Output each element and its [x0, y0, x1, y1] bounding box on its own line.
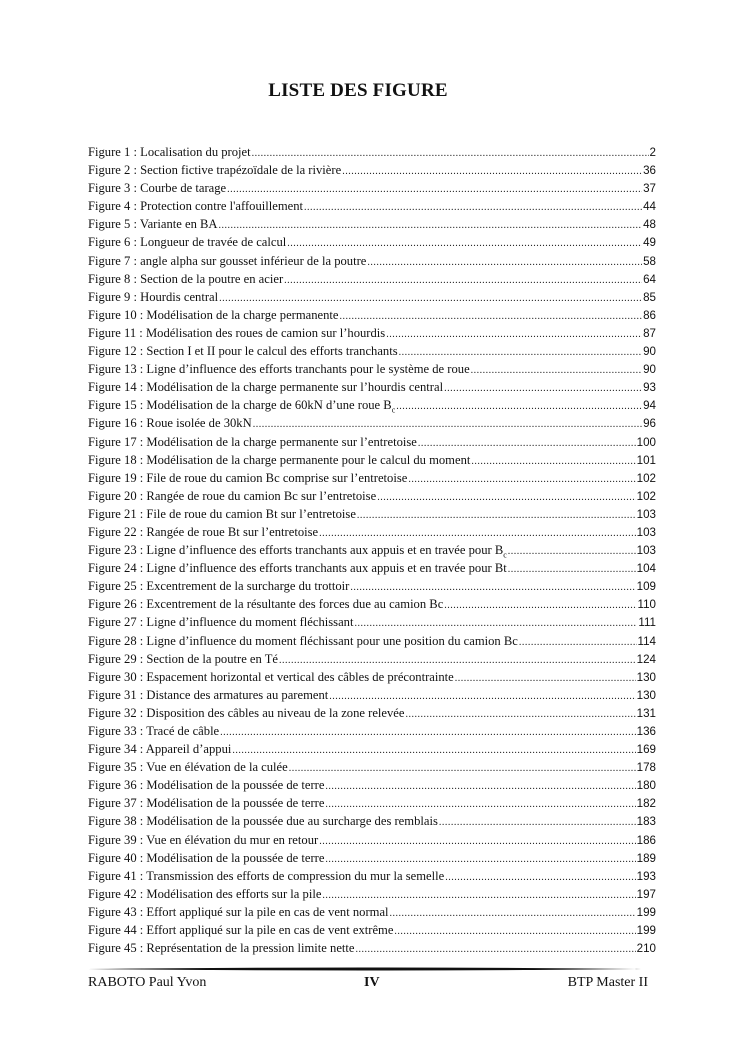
dot-leader [390, 905, 636, 923]
figure-entry[interactable] [88, 740, 656, 758]
figure-label [88, 939, 355, 957]
figure-entry[interactable] [88, 776, 656, 794]
figure-entry[interactable] [88, 324, 656, 342]
figure-label-text: Figure 8 : Section de la poutre en acier [88, 271, 284, 286]
figure-label [88, 686, 328, 704]
figure-page-number: 111 [638, 616, 656, 630]
figure-label-text: Figure 40 : Modélisation de la poussée de terre [88, 850, 325, 865]
figure-label-text: Figure 41 : Transmission des efforts de compression du mur la semelle [88, 868, 445, 883]
figure-page-number: 103 [636, 525, 656, 539]
figure-entry[interactable] [88, 378, 656, 396]
dot-leader [445, 869, 635, 887]
figure-page-number: 199 [636, 905, 656, 919]
figure-entry[interactable] [88, 270, 656, 288]
dot-leader [471, 453, 635, 471]
figure-page-number: 85 [643, 290, 656, 304]
dot-leader [342, 163, 642, 181]
figure-entry[interactable] [88, 849, 656, 867]
figure-entry[interactable] [88, 867, 656, 885]
figure-label-text: Figure 21 : File de roue du camion Bt sur l’entretoise [88, 506, 356, 521]
figure-entry[interactable] [88, 233, 656, 251]
figure-label-text: Figure 11 : Modélisation des roues de camion sur l’hourdis [88, 325, 386, 340]
figure-page-number: 90 [643, 363, 656, 377]
figure-label [88, 469, 407, 487]
figure-page-number: 36 [643, 164, 656, 178]
figure-entry[interactable] [88, 360, 656, 378]
dot-leader [304, 199, 642, 217]
figure-entry[interactable] [88, 559, 656, 577]
footer-program: BTP Master II [567, 975, 648, 990]
figure-page-number: 86 [643, 308, 656, 322]
figure-entry[interactable] [88, 722, 656, 740]
figure-label [88, 324, 385, 342]
dot-leader [408, 471, 635, 489]
figure-entry[interactable] [88, 342, 656, 360]
figure-label-text: Figure 30 : Espacement horizontal et vertical des câbles de précontrainte [88, 669, 454, 684]
figure-page-number: 94 [643, 399, 656, 413]
figure-page-number: 2 [649, 146, 656, 159]
figure-label-text: Figure 16 : Roue isolée de 30kN [88, 416, 252, 431]
figure-label-text: Figure 39 : Vue en élévation du mur en retour [88, 832, 319, 847]
figure-label [88, 414, 252, 432]
dot-leader [220, 724, 636, 742]
figure-entry[interactable] [88, 831, 656, 849]
figure-label-text: Figure 43 : Effort appliqué sur la pile en cas de vent normal [88, 904, 389, 919]
figure-entry[interactable] [88, 215, 656, 233]
figure-page-number: 44 [643, 200, 656, 214]
figure-label-text: Figure 5 : Variante en BA [88, 217, 218, 232]
figure-label [88, 632, 518, 650]
figure-label [88, 595, 443, 613]
figure-label-text: Figure 27 : Ligne d’influence du moment fléchissant [88, 615, 354, 630]
figure-label-text: Figure 3 : Courbe de tarage [88, 181, 227, 196]
dot-leader [357, 507, 636, 525]
dot-leader [508, 543, 636, 561]
figure-label [88, 903, 389, 921]
figure-label [88, 613, 353, 631]
figure-label [88, 831, 318, 849]
dot-leader [367, 254, 642, 272]
figure-label-text: Figure 1 : Localisation du projet [88, 145, 251, 159]
figure-label-text: Figure 17 : Modélisation de la charge permanente sur l’entretoise [88, 434, 417, 449]
figure-label-text: Figure 33 : Tracé de câble [88, 724, 220, 738]
figure-entry[interactable] [88, 487, 656, 505]
figure-label-text: Figure 38 : Modélisation de la poussée due au surcharge des remblais [88, 814, 438, 829]
dot-leader [386, 326, 642, 344]
figure-page-number: 49 [643, 236, 656, 250]
figure-entry[interactable] [88, 161, 656, 179]
dot-leader [444, 597, 636, 615]
figure-page-number: 109 [636, 580, 656, 594]
figure-entry[interactable] [88, 306, 656, 324]
figure-label-text: Figure 10 : Modélisation de la charge permanente [88, 307, 339, 322]
figure-entry[interactable] [88, 179, 656, 197]
dot-leader [232, 742, 635, 760]
figure-label-text: Figure 15 : Modélisation de la charge de 60kN d’une roue B [88, 398, 392, 413]
figure-label-text: Figure 37 : Modélisation de la poussée de terre [88, 796, 325, 811]
figure-label [88, 270, 283, 288]
figure-page-number: 104 [636, 562, 656, 576]
dot-leader [406, 706, 636, 724]
figure-label-text: Figure 32 : Disposition des câbles au niveau de la zone relevée [88, 705, 405, 720]
figure-entry[interactable] [88, 650, 656, 668]
figure-entry[interactable] [88, 469, 656, 487]
figure-label-text: Figure 25 : Excentrement de la surcharge du trottoir [88, 579, 350, 594]
dot-leader [356, 941, 636, 959]
figure-page-number: 199 [636, 924, 656, 938]
figure-label [88, 288, 218, 306]
figure-page-number: 131 [636, 706, 656, 720]
figure-page-number: 102 [636, 489, 656, 503]
figure-label-text: Figure 2 : Section fictive trapézoïdale de la rivière [88, 163, 342, 178]
figure-entry[interactable] [88, 595, 656, 613]
figure-page-number: 124 [636, 652, 656, 666]
figure-entry[interactable] [88, 523, 656, 541]
figure-label-text: Figure 13 : Ligne d’influence des efforts tranchants pour le système de roue [88, 362, 470, 377]
figure-page-number: 37 [643, 182, 656, 196]
figure-page-number: 186 [636, 833, 656, 847]
figure-page-number: 169 [636, 743, 656, 757]
figure-label [88, 161, 341, 179]
figure-entry[interactable] [88, 197, 656, 215]
dot-leader [439, 814, 636, 832]
figure-page-number: 197 [636, 887, 656, 901]
figure-label [88, 433, 417, 451]
figure-label-text: Figure 19 : File de roue du camion Bc comprise sur l’entretoise [88, 470, 408, 485]
figure-page-number: 100 [636, 435, 656, 449]
figure-entry[interactable] [88, 903, 656, 921]
figure-label [88, 921, 393, 939]
figure-label [88, 559, 507, 577]
figure-page-number: 102 [636, 471, 656, 485]
figure-label-text: Figure 9 : Hourdis central [88, 289, 219, 304]
figure-label-text: Figure 35 : Vue en élévation de la culée [88, 760, 288, 775]
figure-label-text: Figure 4 : Protection contre l'affouillement [88, 199, 304, 214]
figure-page-number: 183 [636, 815, 656, 829]
figure-label [88, 451, 470, 469]
figure-label [88, 215, 218, 233]
figure-label [88, 668, 454, 686]
dot-leader [377, 489, 635, 507]
figure-label [88, 722, 219, 740]
figure-label [88, 885, 321, 903]
footer-page-number: IV [364, 975, 380, 990]
figure-label-text: Figure 24 : Ligne d’influence des efforts tranchants aux appuis et en travée pour Bt [88, 561, 507, 576]
dot-leader [319, 833, 635, 851]
figure-entry[interactable] [88, 812, 656, 830]
figure-entry[interactable] [88, 252, 656, 270]
figure-label-text: Figure 7 : angle alpha sur gousset inférieur de la poutre [88, 253, 367, 268]
figure-entry[interactable] [88, 758, 656, 776]
figure-page-number: 110 [637, 598, 656, 612]
dot-leader [471, 362, 642, 380]
figure-label [88, 523, 318, 541]
figure-page-number: 180 [636, 779, 656, 793]
dot-leader [519, 634, 637, 652]
figure-label [88, 197, 303, 215]
figure-entry[interactable] [88, 396, 656, 414]
figure-label-text: Figure 28 : Ligne d’influence du moment fléchissant pour une position du camion Bc [88, 633, 518, 648]
figure-label-text: Figure 6 : Longueur de travée de calcul [88, 235, 287, 250]
figure-label [88, 794, 324, 812]
figure-label [88, 740, 231, 758]
figure-page-number: 136 [636, 725, 656, 738]
footer-divider [88, 967, 641, 971]
figure-entry[interactable] [88, 686, 656, 704]
figure-label-subscript: c [503, 550, 507, 560]
figure-label [88, 867, 444, 885]
figure-label-text: Figure 18 : Modélisation de la charge permanente pour le calcul du moment [88, 452, 471, 467]
figure-page-number: 130 [636, 688, 656, 702]
figure-label-text: Figure 14 : Modélisation de la charge permanente sur l’hourdis central [88, 380, 444, 395]
figure-page-number: 193 [636, 869, 656, 883]
figure-label [88, 487, 376, 505]
page-title: LISTE DES FIGURE [268, 80, 448, 101]
dot-leader [289, 760, 636, 778]
figure-label [88, 577, 349, 595]
figure-label-text: Figure 45 : Représentation de la pression limite nette [88, 941, 355, 956]
figure-label [88, 704, 405, 722]
figure-page-number: 130 [636, 670, 656, 684]
dot-leader [396, 398, 642, 416]
figure-label [88, 342, 398, 360]
figure-label [88, 179, 226, 197]
figure-page-number: 103 [636, 544, 656, 558]
figure-list [88, 143, 656, 957]
figure-entry[interactable] [88, 885, 656, 903]
figure-label-text: Figure 42 : Modélisation des efforts sur la pile [88, 886, 322, 901]
figure-entry[interactable] [88, 541, 656, 559]
dot-leader [444, 380, 642, 398]
figure-page-number: 101 [636, 453, 656, 467]
figure-label [88, 758, 288, 776]
figure-label [88, 849, 324, 867]
figure-page-number: 93 [643, 381, 656, 395]
figure-label-text: Figure 44 : Effort appliqué sur la pile en cas de vent extrême [88, 923, 394, 938]
dot-leader [284, 272, 642, 290]
figure-label-subscript: c [391, 405, 396, 415]
figure-entry[interactable] [88, 704, 656, 722]
figure-entry[interactable] [88, 451, 656, 469]
figure-label [88, 143, 251, 161]
figure-label-text: Figure 36 : Modélisation de la poussée de terre [88, 778, 325, 793]
figure-entry[interactable] [88, 414, 656, 432]
figure-label [88, 306, 339, 324]
figure-label-text: Figure 34 : Appareil d’appui [88, 742, 232, 757]
figure-page-number: 189 [636, 851, 656, 865]
figure-page-number: 58 [643, 254, 656, 268]
figure-entry[interactable] [88, 921, 656, 939]
figure-label [88, 650, 278, 668]
figure-entry[interactable] [88, 433, 656, 451]
figure-entry[interactable] [88, 668, 656, 686]
figure-entry[interactable] [88, 577, 656, 595]
figure-label-text: Figure 29 : Section de la poutre en Té [88, 651, 279, 666]
figure-label [88, 776, 324, 794]
dot-leader [508, 561, 636, 579]
footer-author: RABOTO Paul Yvon [88, 975, 207, 990]
figure-label [88, 233, 286, 251]
figure-page-number: 210 [636, 942, 656, 956]
figure-label-text: Figure 31 : Distance des armatures au parement [88, 687, 329, 702]
figure-label [88, 505, 356, 523]
figure-page-number: 96 [643, 417, 656, 431]
figure-label-text: Figure 23 : Ligne d’influence des efforts tranchants aux appuis et en travée pour B [88, 543, 504, 558]
figure-entry[interactable] [88, 613, 656, 631]
figure-label-text: Figure 22 : Rangée de roue Bt sur l’entretoise [88, 524, 319, 539]
figure-entry[interactable] [88, 632, 656, 650]
figure-label-text: Figure 26 : Excentrement de la résultante des forces due au camion Bc [88, 597, 444, 612]
figure-entry[interactable] [88, 505, 656, 523]
figure-entry[interactable] [88, 794, 656, 812]
dot-leader [394, 923, 635, 941]
figure-entry[interactable] [88, 939, 656, 957]
figure-page-number: 64 [643, 272, 656, 286]
figure-entry[interactable] [88, 288, 656, 306]
figure-label-text: Figure 12 : Section I et II pour le calcul des efforts tranchants [88, 344, 398, 359]
figure-label [88, 252, 366, 270]
figure-page-number: 103 [636, 507, 656, 521]
dot-leader [325, 778, 635, 796]
figure-entry[interactable] [88, 143, 656, 161]
dot-leader [455, 670, 636, 688]
figure-page-number: 48 [643, 218, 656, 232]
figure-page-number: 178 [636, 761, 656, 775]
figure-page-number: 182 [636, 797, 656, 811]
figure-label-text: Figure 20 : Rangée de roue du camion Bc sur l’entretoise [88, 488, 377, 503]
figure-label [88, 812, 438, 830]
figure-label [88, 378, 443, 396]
figure-label [88, 360, 470, 378]
figure-page-number: 114 [637, 634, 656, 648]
figure-page-number: 90 [643, 345, 656, 359]
figure-page-number: 87 [643, 326, 656, 340]
